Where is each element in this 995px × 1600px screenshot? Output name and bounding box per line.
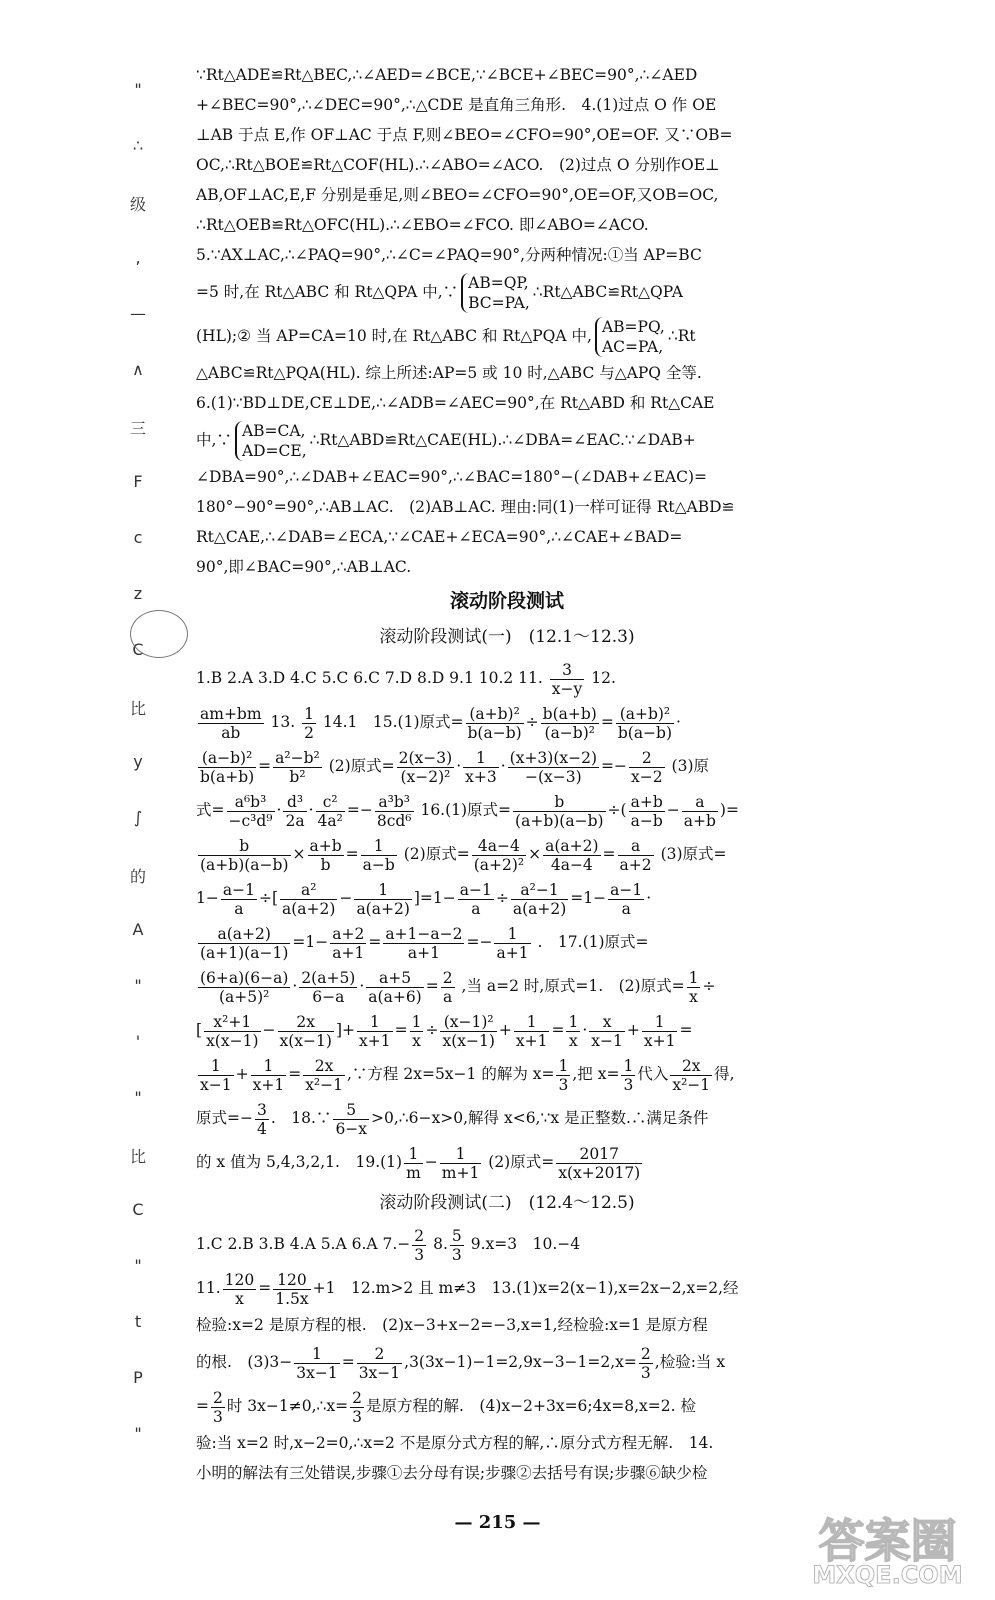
margin-mark: C [132, 640, 144, 659]
watermark-logo [795, 1505, 980, 1593]
text-line: △ABC≌Rt△PQA(HL). 综上所述:AP=5 或 10 时,△ABC 与△APQ 全等. [196, 364, 702, 382]
fraction: $\frac{1}{x+1}$ [252, 1056, 285, 1094]
fraction: $\frac{a(a+2)}{(a+1)(a-1)}$ [200, 924, 289, 962]
margin-mark: " [134, 1088, 142, 1107]
text-line: 中,∵ AB=CA, AD=CE, ∴Rt△ABD≌Rt△CAE(HL).∴∠DBA=∠EAC.∵∠DAB+ [196, 422, 696, 460]
section-title: 滚动阶段测试 [449, 590, 564, 612]
margin-mark: P [133, 1368, 143, 1387]
text-line: $\frac{am+bm}{ab}$ 13. $\frac{1}{2}$ 14.1 15.(1)原式= $\frac{\text{(a+b)²}}{b(a-b)}$ ÷ $\frac{b(a+b)}{\text{(a−b)²}}$ = $\frac{\text{(a+b)²}}{b(a-b)}$ · [200, 704, 681, 742]
fraction: $\frac{1}{3}$ [558, 1056, 569, 1094]
text-line: 原式=− $\frac{3}{4}$ . 18.∵ $\frac{5}{6-x}$ >0,∴6−x>0,解得 x<6,∵x 是正整数.∴满足条件 [196, 1100, 709, 1138]
fraction: $\frac{1}{a-b}$ [362, 836, 395, 874]
margin-mark: " [134, 1256, 142, 1275]
text-line: $\frac{(6+a)(6-a)}{\text{(a+5)²}}$ · $\frac{2(a+5)}{6-a}$ · $\frac{a+5}{a(a+6)}$ = $\frac{2}{a}$ ,当 a=2 时,原式=1. (2)原式= $\frac{1}{x}$ ÷ [200, 968, 716, 1006]
margin-mark: " [134, 1424, 142, 1443]
fraction: $\frac{2}{3}$ [640, 1344, 651, 1382]
answer-paragraph-4 [196, 60, 818, 240]
fraction: $\frac{\text{(x−1)²}}{x(x-1)}$ [442, 1012, 495, 1050]
text-line: 的 x 值为 5,4,3,2,1. 19.(1) $\frac{1}{m}$ − $\frac{1}{m+1}$ (2)原式= $\frac{2017}{x(x+2017)}$ [196, 1144, 641, 1182]
fraction: $\frac{1}{x}$ [568, 1012, 579, 1050]
fraction: $\frac{5}{6-x}$ [335, 1100, 368, 1138]
test-1-answers [196, 656, 818, 1184]
fraction: $\frac{1}{2}$ [304, 704, 314, 742]
test-2-answers [196, 1222, 818, 1488]
margin-mark: c [133, 528, 143, 547]
text-line: 6.(1)∵BD⊥DE,CE⊥DE,∴∠ADB=∠AEC=90°,在 Rt△ABD 和 Rt△CAE [196, 394, 715, 412]
fraction: $\frac{\text{a²}}{a(a+2)}$ [282, 880, 336, 918]
fraction: $\frac{am+bm}{ab}$ [200, 704, 262, 742]
page-number: — 215 — [454, 1512, 541, 1533]
text-line: 180°−90°=90°,∴AB⊥AC. (2)AB⊥AC. 理由:同(1)一样可证得 Rt△ABD≌ [196, 498, 735, 516]
text-line: 小明的解法有三处错误,步骤①去分母有误;步骤②去括号有误;步骤⑥缺少检 [196, 1464, 708, 1482]
fraction: $\frac{b}{(a+b)(a-b)}$ [515, 792, 604, 830]
text-line: 90°,即∠BAC=90°,∴AB⊥AC. [196, 558, 412, 576]
fraction: $\frac{a-1}{a}$ [610, 880, 643, 918]
equation-system-brace: AB=QP, BC=PA, [461, 273, 530, 313]
text-line: =5 时,在 Rt△ABC 和 Rt△QPA 中,∵ AB=QP, BC=PA, ∴Rt△ABC≌Rt△QPA [196, 274, 683, 312]
text-line: ∵Rt△ADE≌Rt△BEC,∴∠AED=∠BCE,∵∠BCE+∠BEC=90°,∴∠AED [196, 66, 698, 84]
fraction: $\frac{\text{x²+1}}{x(x-1)}$ [206, 1012, 259, 1050]
margin-mark: C [132, 1200, 144, 1219]
fraction: $\frac{1}{x}$ [688, 968, 699, 1006]
margin-mark: 的 [129, 867, 146, 886]
text-line: = $\frac{2}{3}$ 时 3x−1≠0,∴x= $\frac{2}{3}$ 是原方程的解. (4)x−2+3x=6;4x=8,x=2. 检 [196, 1388, 696, 1426]
text-line: 11. $\frac{120}{x}$ = $\frac{120}{1.5x}$ +1 12.m>2 且 m≠3 13.(1)x=2(x−1),x=2x−2,x=2,经 [196, 1270, 739, 1308]
fraction: $\frac{x}{x-1}$ [591, 1012, 623, 1050]
fraction: $\frac{1}{a+1}$ [496, 924, 529, 962]
fraction: $\frac{2017}{x(x+2017)}$ [558, 1144, 641, 1182]
fraction: $\frac{1}{x+1}$ [643, 1012, 676, 1050]
fraction: $\frac{1}{3}$ [623, 1056, 634, 1094]
fraction: $\frac{1}{m+1}$ [441, 1144, 480, 1182]
margin-mark: z [133, 584, 143, 603]
subsection-title-test-1: 滚动阶段测试(一) (12.1～12.3) [379, 627, 635, 647]
fraction: $\frac{1}{x+3}$ [465, 748, 497, 786]
fraction: $\frac{a+5}{a(a+6)}$ [368, 968, 422, 1006]
fraction: $\frac{\text{d³}}{2a}$ [285, 792, 305, 830]
text-line: 式= $\frac{\text{a⁶b³}}{\text{−c³d⁹}}$ · $\frac{\text{d³}}{2a}$ · $\frac{\text{c²}}{\text{4a²}}$ =− $\frac{\text{a³b³}}{\text{8cd⁶}}$ 16.(1)原式= $\frac{b}{(a+b)(a-b)}$ ÷( $\frac{a+b}{a-b}$ − $\frac{a}{a+b}$ )= [196, 792, 739, 830]
text-line: (HL);② 当 AP=CA=10 时,在 Rt△ABC 和 Rt△PQA 中, AB=PQ, AC=PA, ∴Rt [196, 318, 696, 356]
text-line: 的根. (3)3− $\frac{1}{3x-1}$ = $\frac{2}{3x-1}$ ,3(3x−1)−1=2,9x−3−1=2,x= $\frac{2}{3}$ ,检验:当 x [196, 1344, 726, 1382]
fraction: $\frac{1}{x+1}$ [358, 1012, 391, 1050]
fraction: $\frac{3}{x-y}$ [551, 660, 583, 698]
fraction: $\frac{1}{x-1}$ [200, 1056, 232, 1094]
margin-mark: — [130, 304, 146, 323]
stamp-mark [130, 610, 188, 658]
fraction: $\frac{(6+a)(6-a)}{\text{(a+5)²}}$ [200, 968, 289, 1006]
text-line: $\frac{b}{(a+b)(a-b)}$ × $\frac{a+b}{b}$ = $\frac{1}{a-b}$ (2)原式= $\frac{4a-4}{\text{(a+2)²}}$ × $\frac{a(a+2)}{4a-4}$ = $\frac{a}{a+2}$ (3)原式= [200, 836, 727, 874]
text-line: ∴Rt△OEB≌Rt△OFC(HL).∴∠EBO=∠FCO. 即∠ABO=∠ACO. [196, 216, 649, 234]
fraction: $\frac{a+1-a-2}{a+1}$ [385, 924, 463, 962]
fraction: $\frac{a}{a+2}$ [619, 836, 652, 874]
watermark-url: MXQE.COM [812, 1561, 963, 1589]
fraction: $\frac{a+2}{a+1}$ [332, 924, 365, 962]
fraction: $\frac{2}{a}$ [442, 968, 453, 1006]
fraction: $\frac{\text{(a+b)²}}{b(a-b)}$ [467, 704, 522, 742]
fraction: $\frac{2x}{x(x-1)}$ [279, 1012, 332, 1050]
margin-mark: A [132, 920, 144, 939]
fraction: $\frac{\text{c²}}{\text{4a²}}$ [317, 792, 343, 830]
margin-mark: 比 [129, 1147, 146, 1166]
text-line: 验:当 x=2 时,x−2=0,∴x=2 不是原分式方程的解,∴原分式方程无解. 14. [196, 1434, 714, 1452]
text-line: ∠DBA=90°,∴∠DAB+∠EAC=90°,∴∠BAC=180°−(∠DAB+∠EAC)= [196, 468, 708, 486]
margin-mark: 三 [129, 419, 146, 438]
fraction: $\frac{\text{a³b³}}{\text{8cd⁶}}$ [376, 792, 412, 830]
fraction: $\frac{3}{4}$ [256, 1100, 267, 1138]
fraction: $\frac{1}{x+1}$ [515, 1012, 548, 1050]
fraction: $\frac{2}{x-2}$ [631, 748, 663, 786]
left-margin-scan-marks [126, 60, 150, 1460]
text-line: 检验:x=2 是原方程的根. (2)x−3+x−2=−3,x=1,经检验:x=1 是原方程 [196, 1316, 708, 1334]
fraction: $\frac{1}{3x-1}$ [296, 1344, 338, 1382]
fraction: $\frac{2(a+5)}{6-a}$ [301, 968, 356, 1006]
text-line: Rt△CAE,∴∠DAB=∠ECA,∵∠CAE+∠ECA=90°,∴∠CAE+∠BAD= [196, 528, 683, 546]
margin-mark: 级 [129, 195, 146, 214]
watermark-text: 答案圈 [818, 1514, 957, 1568]
margin-mark: ∫ [133, 808, 143, 827]
text-line: 1.C 2.B 3.B 4.A 5.A 6.A 7.− $\frac{2}{3}$ 8. $\frac{5}{3}$ 9.x=3 10.−4 [196, 1226, 581, 1264]
fraction: $\frac{2}{3}$ [352, 1388, 362, 1426]
fraction: $\frac{\text{a²−b²}}{\text{b²}}$ [275, 748, 320, 786]
fraction: $\frac{(x+3)(x-2)}{-(x-3)}$ [509, 748, 598, 786]
fraction: $\frac{\text{(a−b)²}}{b(a+b)}$ [200, 748, 255, 786]
text-line: 1− $\frac{a-1}{a}$ ÷[ $\frac{\text{a²}}{a(a+2)}$ − $\frac{1}{a(a+2)}$ ]=1− $\frac{a-1}{a}$ ÷ $\frac{\text{a²−1}}{a(a+2)}$ =1− $\frac{a-1}{a}$ · [196, 880, 652, 918]
fraction: $\frac{a-1}{a}$ [222, 880, 255, 918]
equation-system-brace: AB=PQ, AC=PA, [595, 317, 665, 357]
fraction: $\frac{2}{3}$ [414, 1226, 425, 1264]
equation-system-brace: AB=CA, AD=CE, [235, 421, 307, 461]
fraction: $\frac{120}{1.5x}$ [275, 1270, 309, 1308]
text-line: $\frac{a(a+2)}{(a+1)(a-1)}$ =1− $\frac{a+2}{a+1}$ = $\frac{a+1-a-2}{a+1}$ =− $\frac{1}{a+1}$ . 17.(1)原式= [200, 924, 649, 962]
subsection-title-test-2: 滚动阶段测试(二) (12.4～12.5) [379, 1193, 635, 1213]
margin-mark: " [134, 976, 142, 995]
fraction: $\frac{a-1}{a}$ [459, 880, 492, 918]
answer-question-5 [196, 240, 818, 388]
margin-mark: ' [135, 1032, 141, 1051]
margin-mark: 比 [129, 699, 146, 718]
fraction: $\frac{120}{x}$ [224, 1270, 255, 1308]
fraction: $\frac{5}{3}$ [451, 1226, 462, 1264]
fraction: $\frac{a+b}{b}$ [309, 836, 342, 874]
answer-text-body [196, 60, 818, 1488]
fraction: $\frac{b}{(a+b)(a-b)}$ [200, 836, 289, 874]
text-line: +∠BEC=90°,∴∠DEC=90°,∴△CDE 是直角三角形. 4.(1)过点 O 作 OE [196, 96, 717, 114]
fraction: $\frac{4a-4}{\text{(a+2)²}}$ [473, 836, 525, 874]
margin-mark: y [133, 752, 143, 771]
text-line: $\frac{\text{(a−b)²}}{b(a+b)}$ = $\frac{\text{a²−b²}}{\text{b²}}$ (2)原式= $\frac{2(x-3)}{\text{(x−2)²}}$ · $\frac{1}{x+3}$ · $\frac{(x+3)(x-2)}{-(x-3)}$ =− $\frac{2}{x-2}$ (3)原 [200, 748, 710, 786]
margin-mark: F [133, 472, 143, 491]
margin-mark: ∧ [132, 360, 144, 379]
fraction: $\frac{\text{a⁶b³}}{\text{−c³d⁹}}$ [228, 792, 273, 830]
text-line: 1.B 2.A 3.D 4.C 5.C 6.C 7.D 8.D 9.1 10.2 11. $\frac{3}{x-y}$ 12. [196, 660, 616, 698]
answer-question-6 [196, 388, 818, 582]
fraction: $\frac{\text{(a+b)²}}{b(a-b)}$ [617, 704, 673, 742]
fraction: $\frac{1}{m}$ [406, 1144, 421, 1182]
text-line: 5.∵AX⊥AC,∴∠PAQ=90°,∴∠C=∠PAQ=90°,分两种情况:①当 AP=BC [196, 246, 702, 264]
fraction: $\frac{a+b}{a-b}$ [630, 792, 663, 830]
margin-mark: " [134, 80, 142, 99]
fraction: $\frac{\text{a²−1}}{a(a+2)}$ [512, 880, 567, 918]
margin-mark: t [134, 1312, 142, 1331]
fraction: $\frac{2(x-3)}{\text{(x−2)²}}$ [398, 748, 453, 786]
fraction: $\frac{2}{3x-1}$ [358, 1344, 401, 1382]
margin-mark: ∴ [132, 136, 144, 155]
text-line: $\frac{1}{x-1}$ + $\frac{1}{x+1}$ = $\frac{2x}{\text{x²−1}}$ ,∵方程 2x=5x−1 的解为 x= $\frac{1}{3}$ ,把 x= $\frac{1}{3}$ 代入 $\frac{2x}{\text{x²−1}}$ 得, [200, 1056, 735, 1094]
fraction: $\frac{a(a+2)}{4a-4}$ [545, 836, 599, 874]
fraction: $\frac{1}{x}$ [411, 1012, 422, 1050]
text-line: AB,OF⊥AC,E,F 分别是垂足,则∠BEO=∠CFO=90°,OE=OF,又OB=OC, [196, 186, 719, 204]
fraction: $\frac{2x}{\text{x²−1}}$ [672, 1056, 711, 1094]
fraction: $\frac{1}{a(a+2)}$ [356, 880, 410, 918]
margin-mark: , [135, 248, 141, 267]
fraction: $\frac{a}{a+b}$ [683, 792, 716, 830]
fraction: $\frac{2}{3}$ [213, 1388, 223, 1426]
text-line: [ $\frac{\text{x²+1}}{x(x-1)}$ − $\frac{2x}{x(x-1)}$ ]+ $\frac{1}{x+1}$ = $\frac{1}{x}$ ÷ $\frac{\text{(x−1)²}}{x(x-1)}$ + $\frac{1}{x+1}$ = $\frac{1}{x}$ · $\frac{x}{x-1}$ + $\frac{1}{x+1}$ = [196, 1012, 693, 1050]
text-line: OC,∴Rt△BOE≌Rt△COF(HL).∴∠ABO=∠ACO. (2)过点 O 分别作OE⊥ [196, 156, 720, 174]
text-line: ⊥AB 于点 E,作 OF⊥AC 于点 F,则∠BEO=∠CFO=90°,OE=OF. 又∵OB= [196, 126, 733, 144]
fraction: $\frac{2x}{\text{x²−1}}$ [305, 1056, 343, 1094]
fraction: $\frac{b(a+b)}{\text{(a−b)²}}$ [542, 704, 597, 742]
